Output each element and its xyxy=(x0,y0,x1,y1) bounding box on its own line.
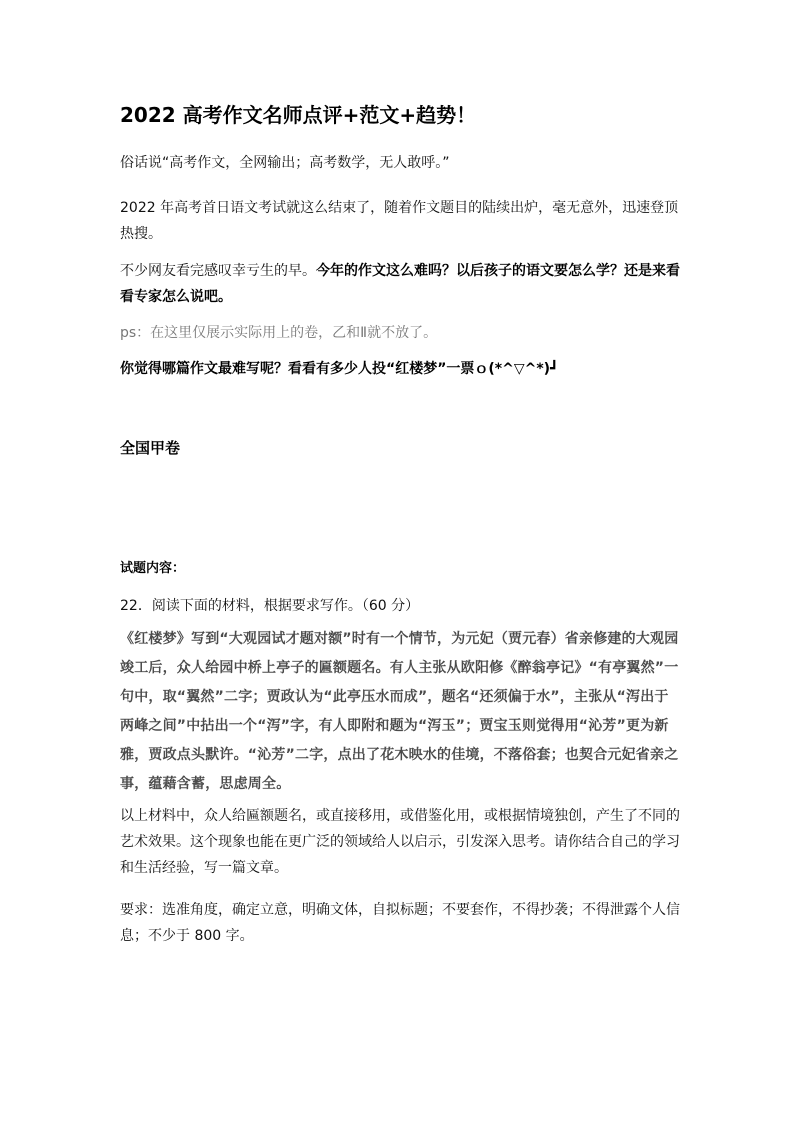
intro-saying: 俗话说“高考作文，全网输出；高考数学，无人敢呼。” xyxy=(120,155,450,171)
intro-netizens-plain: 不少网友看完感叹幸亏生的早。 xyxy=(120,263,316,279)
content-label: 试题内容： xyxy=(120,561,186,576)
intro-exam-line: 2022 年高考首日语文考试就这么结束了，随着作文题目的陆续出炉，毫无意外，迅速登顶热搜。 xyxy=(120,200,679,242)
intro-vote: 你觉得哪篇作文最难写呢？看看有多少人投“红楼梦”一票ｏ(*^▽^*)┛ xyxy=(120,361,559,377)
document-title: 2022 高考作文名师点评+范文+趋势！ xyxy=(120,103,477,127)
material-paragraph: 《红楼梦》写到“大观园试才题对额”时有一个情节，为元妃（贾元春）省亲修建的大观园竣工后，众人给园中桥上亭子的匾额题名。有人主张从欧阳修《醉翁亭记》“有亭翼然”一句中，取“翼然”二字；贾政认为“此亭压水而成”，题名“还须偏于水”，主张从“泻出于两峰之间”中拈出一个“泻”字，有人即附和题为“泻玉”；贾宝玉则觉得用“沁芳”更为新雅，贾政点头默许。“沁芳”二字，点出了花木映水的佳境，不落俗套；也契合元妃省亲之事，蕴藉含蓄，思虑周全。 xyxy=(120,631,679,792)
requirements-paragraph: 要求：选准角度，确定立意，明确文体，自拟标题；不要套作，不得抄袭；不得泄露个人信息；不少于 800 字。 xyxy=(120,902,680,944)
intro-netizens-bold: 今年的作文这么难吗？以后孩子的语文要怎么学？还是来看看专家怎么说吧。 xyxy=(120,263,680,305)
question-line: 22．阅读下面的材料，根据要求写作。（60 分） xyxy=(120,598,420,614)
intro-ps-note: ps：在这里仅展示实际用上的卷，乙和Ⅱ就不放了。 xyxy=(120,325,438,341)
section-heading: 全国甲卷 xyxy=(120,439,181,457)
intro-netizens xyxy=(120,258,680,310)
prompt-paragraph: 以上材料中，众人给匾额题名，或直接移用，或借鉴化用，或根据情境独创，产生了不同的艺术效果。这个现象也能在更广泛的领域给人以启示，引发深入思考。请你结合自己的学习和生活经验，写一篇文章。 xyxy=(120,808,680,876)
